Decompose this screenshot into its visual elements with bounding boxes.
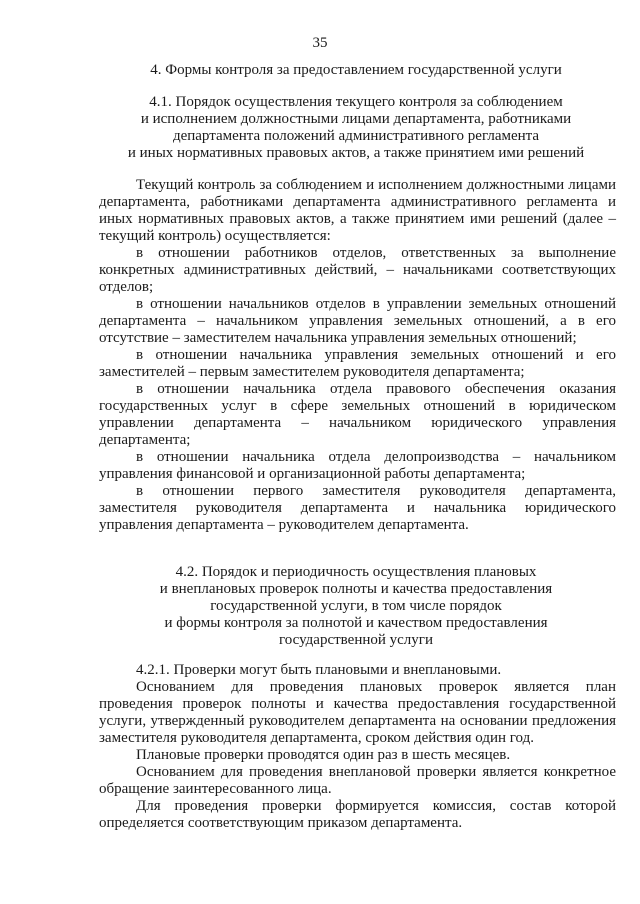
page-number: 35 (312, 35, 328, 51)
paragraph: Текущий контроль за соблюдением и исполнением должностными лицами департамента, работниками департамента административного регламента и иных нормативных правовых актов, а также принятием ими решений (далее – текущий контроль) осуществляется: (99, 177, 616, 244)
subsection-4-2-title-line: 4.2. Порядок и периодичность осуществления плановых (175, 564, 537, 580)
paragraph: в отношении первого заместителя руководителя департамента, заместителя руководителя департамента и начальника юридического управления департамента – руководителем департамента. (99, 483, 616, 533)
paragraph: Для проведения проверки формируется комиссия, состав которой определяется соответствующим приказом департамента. (99, 798, 616, 831)
paragraph: Плановые проверки проводятся один раз в шесть месяцев. (136, 747, 511, 763)
subsection-4-1-title (96, 94, 616, 162)
subsection-4-2-title-line: и внеплановых проверок полноты и качества предоставления (159, 581, 553, 597)
paragraph: в отношении начальника отдела правового обеспечения оказания государственных услуг в сфере земельных отношений в юридическом управлении департамента – начальником юридического управления департамента; (99, 381, 616, 448)
subsection-4-1-title-line: и иных нормативных правовых актов, а также принятием ими решений (127, 145, 585, 161)
subsection-4-2-body (99, 662, 616, 832)
paragraph: в отношении работников отделов, ответственных за выполнение конкретных административных действий, – начальниками соответствующих отделов; (99, 245, 616, 295)
paragraph: Основанием для проведения внеплановой проверки является конкретное обращение заинтересованного лица. (99, 764, 616, 797)
subsection-4-2-title (96, 564, 616, 649)
subsection-4-1-body (99, 177, 616, 534)
section-title: 4. Формы контроля за предоставлением государственной услуги (150, 62, 562, 78)
paragraph: 4.2.1. Проверки могут быть плановыми и внеплановыми. (136, 662, 502, 678)
subsection-4-2-title-line: и формы контроля за полнотой и качеством предоставления (164, 615, 548, 631)
paragraph: в отношении начальника отдела делопроизводства – начальником управления финансовой и организационной работы департамента; (99, 449, 616, 482)
paragraph: Основанием для проведения плановых проверок является план проведения проверок полноты и качества предоставления государственной услуги, утвержденный руководителем департамента на основании предложения заместителя руководителя департамента, сроком действия один год. (99, 679, 616, 746)
subsection-4-1-title-line: и исполнением должностными лицами департамента, работниками (140, 111, 572, 127)
subsection-4-1-title-line: 4.1. Порядок осуществления текущего контроля за соблюдением (149, 94, 563, 110)
paragraph: в отношении начальников отделов в управлении земельных отношений департамента – начальником управления земельных отношений, а в его отсутствие – заместителем начальника управления земельных отношений; (99, 296, 616, 346)
paragraph: в отношении начальника управления земельных отношений и его заместителей – первым заместителем руководителя департамента; (99, 347, 616, 380)
subsection-4-2-title-line: государственной услуги (279, 632, 433, 648)
subsection-4-1-title-line: департамента положений административного регламента (172, 128, 540, 144)
subsection-4-2-title-line: государственной услуги, в том числе порядок (210, 598, 502, 614)
